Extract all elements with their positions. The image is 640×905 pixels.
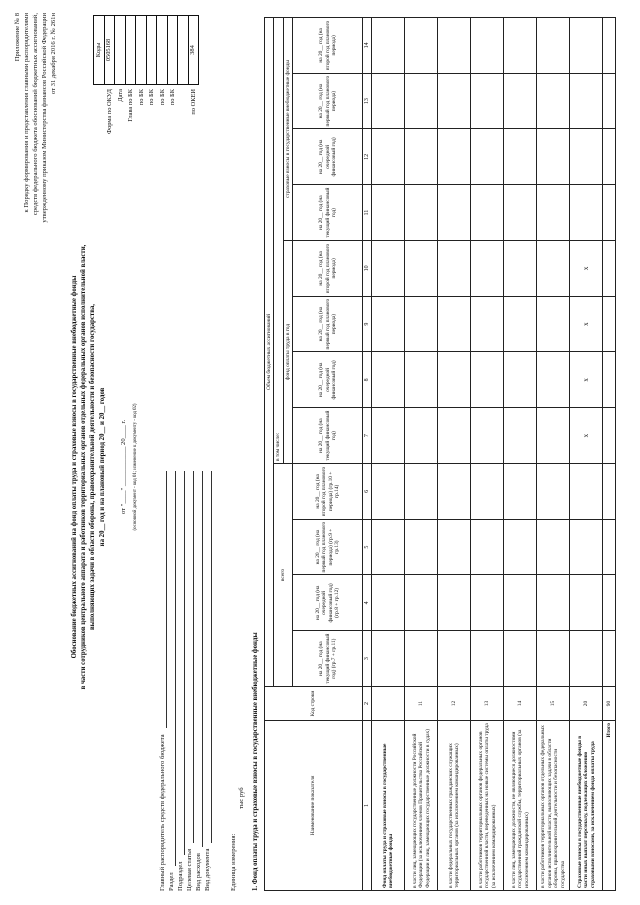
table-row — [372, 18, 405, 891]
value-cell[interactable] — [372, 631, 405, 687]
table-row — [504, 18, 537, 891]
value-cell[interactable] — [570, 631, 603, 687]
field-label: Подраздел — [177, 861, 185, 891]
value-cell[interactable] — [405, 575, 438, 631]
column-number: 7 — [363, 408, 372, 464]
table-row — [438, 18, 471, 891]
value-cell[interactable] — [372, 185, 405, 241]
header-period: на 20__ год (на первый год планового периода) — [293, 296, 363, 352]
value-cell[interactable] — [603, 575, 616, 631]
document-date: от "____" ____________ 20____ г. — [120, 419, 127, 515]
value-cell[interactable] — [372, 129, 405, 185]
row-name: в части работников территориальных органов отдельных федеральных органов исполнительной власти, выполняющих задачи в области обороны, правоохранительной деятельности и безопасности государства — [537, 721, 570, 891]
value-cell[interactable] — [570, 129, 603, 185]
value-cell[interactable] — [570, 464, 603, 520]
unit-value: тыс руб — [238, 787, 245, 809]
value-cell[interactable] — [438, 18, 471, 74]
cross-mark: х — [570, 408, 603, 464]
codes-header-row — [94, 15, 105, 195]
field-input-line[interactable] — [195, 471, 203, 847]
row-code: 90 — [603, 687, 616, 721]
value-cell[interactable] — [471, 464, 504, 520]
value-cell[interactable] — [372, 408, 405, 464]
value-cell[interactable] — [471, 18, 504, 74]
value-cell[interactable] — [438, 73, 471, 129]
value-cell[interactable] — [471, 631, 504, 687]
column-number: 2 — [363, 687, 372, 721]
column-number: 14 — [363, 18, 372, 74]
header-field — [185, 471, 194, 891]
codes-row — [136, 15, 147, 195]
header-total: всего — [274, 464, 293, 687]
value-cell[interactable] — [504, 129, 537, 185]
code-value — [125, 15, 136, 85]
value-cell[interactable] — [471, 73, 504, 129]
title-line: в части сотрудников центрального аппарата и работников территориальных органов отдельных федеральных органов исполнительной власти, — [80, 244, 88, 690]
title-line: выполняющих задачи в области обороны, правоохранительной деятельности и безопасности государства, — [89, 304, 97, 631]
row-name: в части лиц, замещающих должности, не являющиеся должностями государственной гражданской службы, территориальных органов (за исключением командированных) — [504, 721, 537, 891]
field-label: Вид расходов — [195, 853, 203, 891]
header-field — [203, 471, 212, 891]
value-cell[interactable] — [504, 296, 537, 352]
codes-row — [168, 15, 179, 195]
value-cell[interactable] — [504, 73, 537, 129]
header-field — [176, 471, 185, 891]
column-numbers-row — [363, 18, 372, 891]
value-cell[interactable] — [537, 241, 570, 297]
value-cell[interactable] — [537, 73, 570, 129]
header-period: на 20__ год (на второй год планового периода) — [293, 18, 363, 74]
header-field — [194, 471, 203, 891]
value-cell[interactable] — [570, 575, 603, 631]
value-cell[interactable] — [438, 631, 471, 687]
value-cell[interactable] — [372, 241, 405, 297]
row-code: 20 — [570, 687, 603, 721]
value-cell[interactable] — [438, 296, 471, 352]
codes-row — [115, 15, 126, 195]
codes-block — [94, 15, 199, 195]
code-value — [167, 15, 178, 85]
column-number: 10 — [363, 241, 372, 297]
code-value — [115, 15, 126, 85]
code-label: по БК — [158, 89, 166, 106]
value-cell[interactable] — [372, 73, 405, 129]
value-cell[interactable] — [603, 519, 616, 575]
code-value — [178, 15, 189, 85]
value-cell[interactable] — [471, 185, 504, 241]
title-line: на 20__ год и на плановый период 20__ и 20__ годов — [98, 387, 106, 547]
appendix-line: Приложение № 8 — [14, 13, 21, 62]
value-cell[interactable] — [603, 241, 616, 297]
value-cell[interactable] — [537, 408, 570, 464]
value-cell[interactable] — [537, 631, 570, 687]
value-cell[interactable] — [438, 241, 471, 297]
document-title — [70, 217, 107, 717]
code-label: по БК — [148, 89, 156, 106]
document-date-note: (основной документ - код 01; изменение к документу - код 02) — [133, 403, 138, 531]
code-label: по БК — [169, 89, 177, 106]
appendix-line: к Порядку формирования и представления главными распорядителями — [22, 13, 30, 213]
value-cell[interactable] — [438, 352, 471, 408]
value-cell[interactable] — [372, 296, 405, 352]
header-period: на 20__ год (на первый год планового периода) (гр.9 + гр.13) — [293, 519, 363, 575]
field-input-line[interactable] — [186, 471, 194, 843]
code-label: Глава по БК — [127, 89, 135, 122]
appendix-line: средств федерального бюджета обоснований бюджетных ассигнований, — [31, 13, 39, 216]
column-number: 9 — [363, 296, 372, 352]
column-number: 12 — [363, 129, 372, 185]
value-cell[interactable] — [438, 575, 471, 631]
value-cell[interactable] — [372, 18, 405, 74]
value-cell[interactable] — [471, 519, 504, 575]
value-cell[interactable] — [504, 352, 537, 408]
value-cell[interactable] — [438, 129, 471, 185]
cross-mark: х — [570, 241, 603, 297]
value-cell[interactable] — [438, 408, 471, 464]
value-cell[interactable] — [405, 129, 438, 185]
cross-mark: х — [570, 296, 603, 352]
value-cell[interactable] — [603, 352, 616, 408]
code-value: 384 — [188, 15, 199, 85]
value-cell[interactable] — [570, 73, 603, 129]
row-name: в части лиц, замещающих государственные должности Российской Федерации (за исключением членов Правительства Российской Федерации и лиц, замещающих государственные должности в судах) — [405, 721, 438, 891]
table-body — [372, 18, 616, 891]
code-label: по БК — [137, 89, 145, 106]
header-fields — [158, 471, 212, 891]
header-volume: Объем бюджетных ассигнований — [265, 18, 274, 687]
row-name: Итого — [603, 721, 616, 891]
field-input-line[interactable] — [177, 471, 185, 855]
appendix-line: утвержденному приказом Министерства финансов Российской Федерации — [40, 13, 48, 223]
header-period: на 20__ год (на текущий финансовый год) — [293, 185, 363, 241]
value-cell[interactable] — [537, 185, 570, 241]
row-name: Фонд оплаты труда и страховые взносы в государственные внебюджетные фонды — [372, 721, 405, 891]
value-cell[interactable] — [603, 18, 616, 74]
table-row — [471, 18, 504, 891]
table-row — [570, 18, 603, 891]
column-number: 11 — [363, 185, 372, 241]
column-number: 4 — [363, 575, 372, 631]
header-field — [167, 471, 176, 891]
header-period: на 20__ год (на очередной финансовый год) (гр.8 + гр.12) — [293, 575, 363, 631]
value-cell[interactable] — [405, 464, 438, 520]
code-value: 0505168 — [104, 15, 115, 85]
cross-mark: х — [570, 352, 603, 408]
field-input-line[interactable] — [168, 471, 176, 866]
value-cell[interactable] — [537, 464, 570, 520]
header-including: в том числе: — [274, 18, 283, 464]
value-cell[interactable] — [471, 408, 504, 464]
row-code: 14 — [504, 687, 537, 721]
header-fot: фонд оплаты труда в год — [283, 241, 292, 464]
value-cell[interactable] — [471, 129, 504, 185]
code-label: Форма по ОКУД — [106, 89, 114, 134]
field-label: Вид документа — [204, 848, 212, 891]
value-cell[interactable] — [438, 185, 471, 241]
column-number: 5 — [363, 519, 372, 575]
value-cell[interactable] — [405, 408, 438, 464]
value-cell[interactable] — [570, 519, 603, 575]
total-row — [603, 18, 616, 891]
value-cell[interactable] — [603, 464, 616, 520]
row-name: Страховые взносы в государственные внебюджетные фонды в части иных выплат персоналу, подлежащих обложению страховыми взносами, за исключением фонда оплаты труда — [570, 721, 603, 891]
value-cell[interactable] — [537, 575, 570, 631]
row-code — [372, 687, 405, 721]
value-cell[interactable] — [537, 519, 570, 575]
value-cell[interactable] — [537, 352, 570, 408]
value-cell[interactable] — [471, 575, 504, 631]
value-cell[interactable] — [603, 73, 616, 129]
table-header-row — [265, 18, 274, 891]
field-input-line[interactable] — [159, 471, 167, 728]
value-cell[interactable] — [405, 352, 438, 408]
header-insurance: страховые взносы в государственные внебюджетные фонды — [283, 18, 292, 241]
row-code: 15 — [537, 687, 570, 721]
table-row — [405, 18, 438, 891]
value-cell[interactable] — [603, 129, 616, 185]
code-value — [136, 15, 147, 85]
value-cell[interactable] — [570, 18, 603, 74]
code-value — [157, 15, 168, 85]
row-code: 11 — [405, 687, 438, 721]
field-label: Целевая статья — [186, 848, 194, 891]
value-cell[interactable] — [438, 464, 471, 520]
value-cell[interactable] — [504, 631, 537, 687]
value-cell[interactable] — [537, 296, 570, 352]
value-cell[interactable] — [405, 631, 438, 687]
value-cell[interactable] — [438, 519, 471, 575]
value-cell[interactable] — [603, 296, 616, 352]
value-cell[interactable] — [372, 352, 405, 408]
value-cell[interactable] — [405, 185, 438, 241]
value-cell[interactable] — [504, 241, 537, 297]
budget-table — [264, 17, 616, 891]
code-label: по ОКЕИ — [190, 89, 198, 115]
value-cell[interactable] — [405, 18, 438, 74]
header-code: Код строки — [265, 687, 363, 721]
value-cell[interactable] — [504, 408, 537, 464]
value-cell[interactable] — [405, 296, 438, 352]
value-cell[interactable] — [405, 241, 438, 297]
header-period: на 20__ год (на очередной финансовый год) — [293, 129, 363, 185]
value-cell[interactable] — [372, 464, 405, 520]
code-value — [146, 15, 157, 85]
value-cell[interactable] — [603, 185, 616, 241]
row-name: в части работников территориальных органов федеральных органов государственной власти, переведенных на новые системы оплаты труда (за исключением командированных) — [471, 721, 504, 891]
value-cell[interactable] — [471, 296, 504, 352]
header-period: на 20__ год (на второй год планового периода) (гр.10 + гр.14) — [293, 464, 363, 520]
header-period: на 20__ год (на первый год планового периода) — [293, 73, 363, 129]
codes-row — [105, 15, 116, 195]
value-cell[interactable] — [471, 352, 504, 408]
value-cell[interactable] — [570, 185, 603, 241]
value-cell[interactable] — [504, 519, 537, 575]
value-cell[interactable] — [372, 519, 405, 575]
title-line: Обоснование бюджетных ассигнований на фонд оплаты труда и страховые взносы в государственные внебюджетные фонды — [71, 275, 78, 659]
table-row — [537, 18, 570, 891]
header-period: на 20__ год (на второй год планового периода) — [293, 241, 363, 297]
value-cell[interactable] — [537, 18, 570, 74]
column-number: 6 — [363, 464, 372, 520]
value-cell[interactable] — [504, 185, 537, 241]
codes-row — [189, 15, 200, 195]
field-input-line[interactable] — [204, 471, 212, 843]
codes-row — [126, 15, 137, 195]
value-cell[interactable] — [537, 129, 570, 185]
appendix-line: от 31 декабря 2016 г. № 261н — [49, 13, 57, 95]
header-period: на 20__ год (на очередной финансовый год) — [293, 352, 363, 408]
value-cell[interactable] — [603, 631, 616, 687]
value-cell[interactable] — [471, 241, 504, 297]
header-field — [158, 471, 167, 891]
code-label: Дата — [116, 89, 124, 102]
field-label: Главный распорядитель средств федерального бюджета — [159, 734, 167, 891]
column-number: 3 — [363, 631, 372, 687]
appendix-header — [14, 13, 58, 343]
value-cell[interactable] — [405, 519, 438, 575]
header-period: на 20__ год (на текущий финансовый год) — [293, 408, 363, 464]
codes-header: Коды — [93, 15, 105, 85]
codes-row — [157, 15, 168, 195]
value-cell[interactable] — [504, 575, 537, 631]
column-number: 8 — [363, 352, 372, 408]
codes-row — [178, 15, 189, 195]
column-number: 1 — [363, 721, 372, 891]
header-name: Наименование показателя — [265, 721, 363, 891]
row-code: 13 — [471, 687, 504, 721]
row-name: в части федеральных государственных гражданских служащих территориальных органов (за исключением командированных) — [438, 721, 471, 891]
document-page — [8, 7, 632, 897]
header-period: на 20__ год (на текущий финансовый год) (гр.7 + гр.11) — [293, 631, 363, 687]
unit-label: Единица измерения: — [230, 833, 237, 891]
value-cell[interactable] — [504, 18, 537, 74]
section-title: 1. Фонд оплаты труда и страховые взносы в государственные внебюджетные фонды — [252, 632, 259, 891]
codes-row — [147, 15, 158, 195]
value-cell[interactable] — [405, 73, 438, 129]
field-label: Раздел — [168, 872, 176, 891]
column-number: 13 — [363, 73, 372, 129]
row-code: 12 — [438, 687, 471, 721]
value-cell[interactable] — [504, 464, 537, 520]
value-cell[interactable] — [372, 575, 405, 631]
value-cell[interactable] — [603, 408, 616, 464]
